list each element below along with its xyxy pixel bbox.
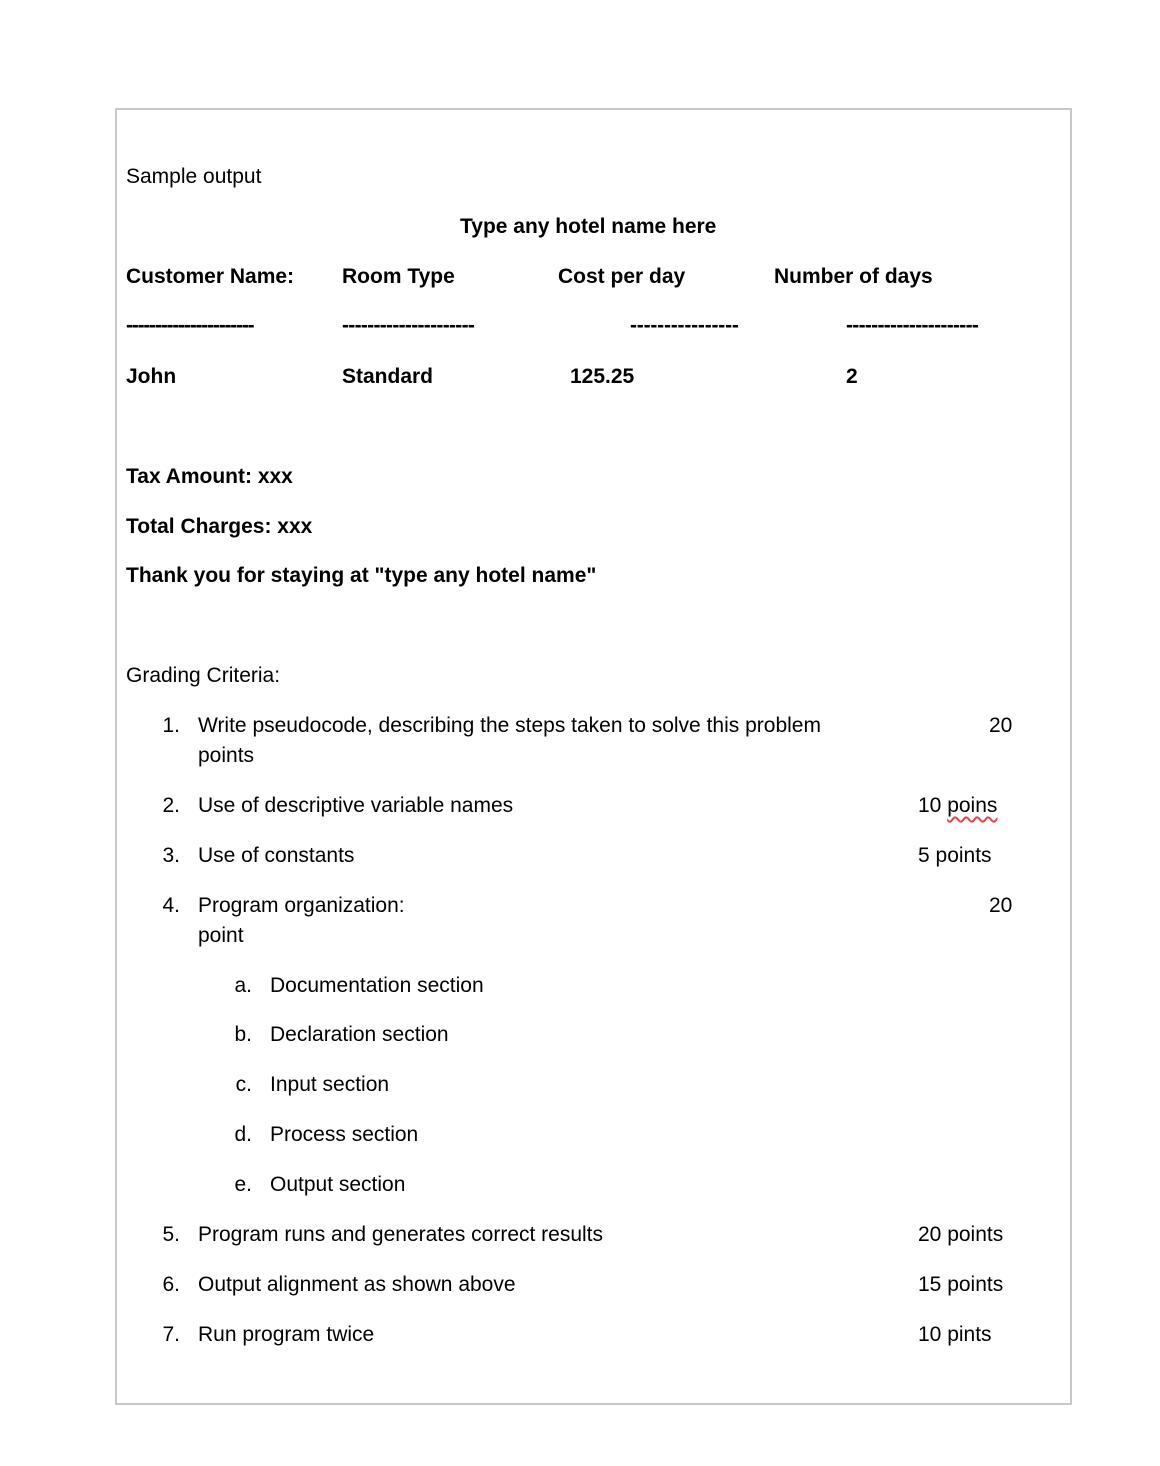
criterion-number: 2.	[162, 794, 180, 817]
subitem-letter: c.	[235, 1073, 252, 1096]
document-frame	[115, 108, 1072, 1405]
dash-line-2: ---------------------	[342, 314, 475, 337]
dash-line-4: ---------------------	[846, 314, 979, 337]
thank-you-line: Thank you for staying at "type any hotel name"	[126, 564, 597, 587]
criterion-continuation: point	[198, 924, 244, 947]
criterion-points: 15 points	[918, 1273, 1004, 1296]
criterion-continuation: points	[198, 744, 255, 767]
row-cost-per-day: 125.25	[570, 365, 635, 388]
hotel-title: Type any hotel name here	[460, 215, 717, 238]
criterion-text: Use of descriptive variable names	[198, 794, 514, 817]
subitem-text: Documentation section	[270, 974, 484, 997]
total-charges: Total Charges: xxx	[126, 515, 313, 538]
criterion-number: 3.	[162, 844, 180, 867]
dash-line-1: ----------------------	[126, 314, 254, 337]
criterion-number: 4.	[162, 894, 180, 917]
criterion-points: 20	[989, 894, 1013, 917]
subitem-letter: e.	[234, 1173, 252, 1196]
criterion-number: 7.	[162, 1323, 180, 1346]
misspelled-word: poins	[947, 794, 998, 817]
criterion-points	[918, 794, 997, 818]
criterion-points: 10 pints	[918, 1323, 992, 1346]
tax-amount: Tax Amount: xxx	[126, 465, 293, 488]
row-customer-name: John	[126, 365, 177, 388]
subitem-text: Input section	[270, 1073, 390, 1096]
grading-title: Grading Criteria:	[126, 664, 281, 687]
criterion-text: Use of constants	[198, 844, 355, 867]
criterion-text: Write pseudocode, describing the steps taken to solve this problem	[198, 714, 821, 737]
header-cost-per-day: Cost per day	[558, 265, 686, 288]
criterion-text: Run program twice	[198, 1323, 375, 1346]
criterion-points: 20 points	[918, 1223, 1004, 1246]
criterion-text: Program organization:	[198, 894, 405, 917]
criterion-points: 5 points	[918, 844, 992, 867]
header-number-of-days: Number of days	[774, 265, 933, 288]
criterion-text: Program runs and generates correct results	[198, 1223, 604, 1246]
subitem-text: Process section	[270, 1123, 419, 1146]
dash-line-3: ----------------	[630, 314, 739, 337]
criterion-text: Output alignment as shown above	[198, 1273, 516, 1296]
subitem-text: Output section	[270, 1173, 406, 1196]
header-room-type: Room Type	[342, 265, 455, 288]
criterion-number: 6.	[162, 1273, 180, 1296]
subitem-letter: b.	[234, 1023, 252, 1046]
criterion-number: 5.	[162, 1223, 180, 1246]
subitem-letter: a.	[234, 974, 252, 997]
criterion-points: 20	[989, 714, 1013, 737]
row-number-of-days: 2	[846, 365, 858, 388]
points-value: 10	[918, 794, 948, 817]
header-customer-name: Customer Name:	[126, 265, 295, 288]
intro-text: Sample output	[126, 165, 262, 188]
criterion-number: 1.	[162, 714, 180, 737]
subitem-letter: d.	[234, 1123, 252, 1146]
subitem-text: Declaration section	[270, 1023, 449, 1046]
row-room-type: Standard	[342, 365, 434, 388]
